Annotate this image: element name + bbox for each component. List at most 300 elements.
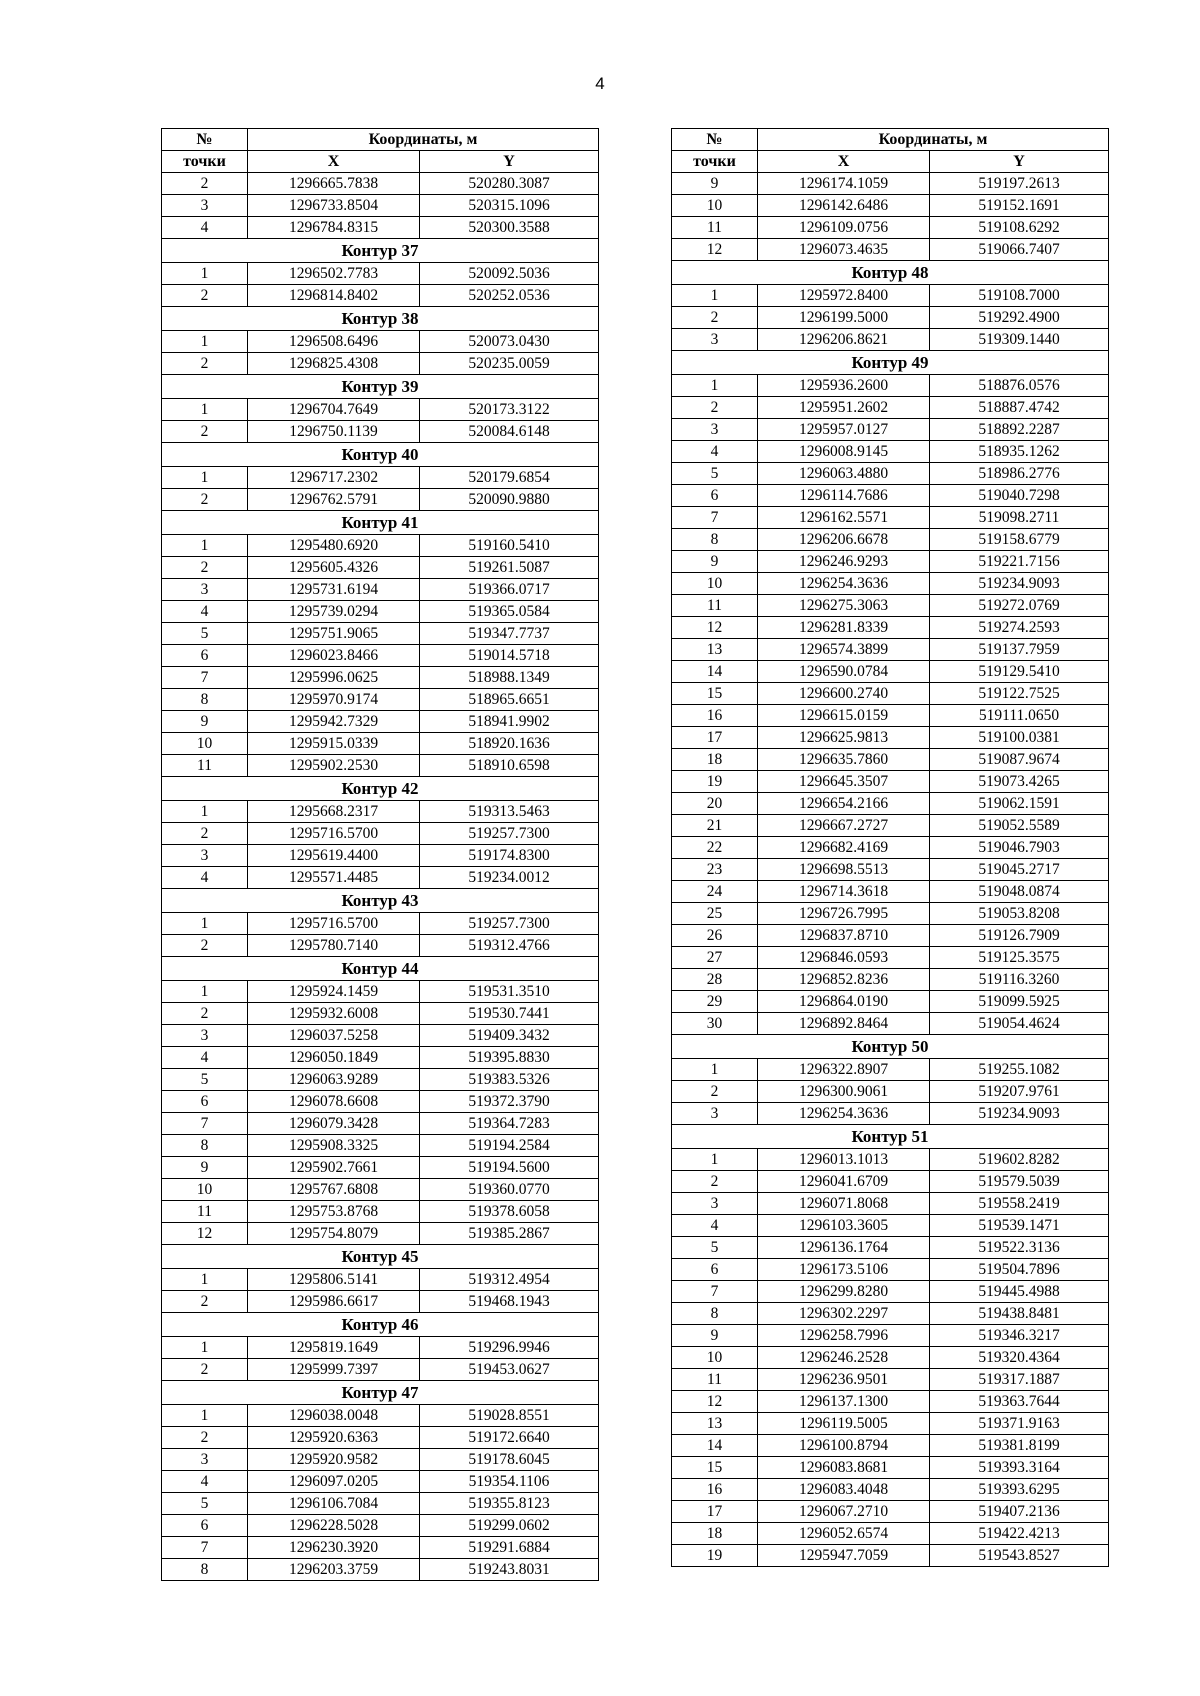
- x-coordinate-cell: 1296174.1059: [758, 173, 930, 195]
- point-number-cell: 5: [162, 623, 248, 645]
- table-row: [162, 557, 599, 579]
- table-row: [672, 1413, 1109, 1435]
- table-row: [672, 947, 1109, 969]
- point-word-header: точки: [162, 151, 248, 173]
- y-coordinate-cell: 520090.9880: [420, 489, 599, 511]
- table-row: [672, 329, 1109, 351]
- table-row: [162, 1427, 599, 1449]
- x-coordinate-cell: 1295619.4400: [248, 845, 420, 867]
- point-number-cell: 3: [162, 579, 248, 601]
- y-coordinate-cell: 519234.0012: [420, 867, 599, 889]
- contour-row: [672, 261, 1109, 285]
- x-coordinate-cell: 1295819.1649: [248, 1337, 420, 1359]
- x-coordinate-cell: 1295731.6194: [248, 579, 420, 601]
- y-coordinate-cell: 519048.0874: [930, 881, 1109, 903]
- point-number-cell: 2: [162, 935, 248, 957]
- y-coordinate-cell: 519100.0381: [930, 727, 1109, 749]
- contour-row: [162, 1245, 599, 1269]
- contour-row: [162, 1381, 599, 1405]
- table-row: [672, 859, 1109, 881]
- point-number-cell: 3: [162, 195, 248, 217]
- table-row: [162, 845, 599, 867]
- y-coordinate-cell: 519099.5925: [930, 991, 1109, 1013]
- coordinates-table-left: [161, 128, 599, 1581]
- point-number-cell: 11: [162, 755, 248, 777]
- point-number-cell: 1: [162, 981, 248, 1003]
- table-row: [672, 969, 1109, 991]
- point-number-cell: 6: [672, 485, 758, 507]
- point-number-cell: 27: [672, 947, 758, 969]
- table-row: [162, 935, 599, 957]
- table-row: [162, 755, 599, 777]
- point-number-cell: 1: [672, 1059, 758, 1081]
- point-number-cell: 29: [672, 991, 758, 1013]
- point-number-cell: 1: [162, 399, 248, 421]
- x-coordinate-cell: 1296050.1849: [248, 1047, 420, 1069]
- table-row: [162, 601, 599, 623]
- table-row: [672, 1193, 1109, 1215]
- table-row: [672, 991, 1109, 1013]
- point-number-cell: 4: [162, 867, 248, 889]
- y-coordinate-cell: 519073.4265: [930, 771, 1109, 793]
- point-number-cell: 30: [672, 1013, 758, 1035]
- x-coordinate-cell: 1296302.2297: [758, 1303, 930, 1325]
- x-coordinate-cell: 1296574.3899: [758, 639, 930, 661]
- table-row: [162, 579, 599, 601]
- x-coordinate-cell: 1295970.9174: [248, 689, 420, 711]
- x-coordinate-cell: 1296206.6678: [758, 529, 930, 551]
- x-coordinate-cell: 1296667.2727: [758, 815, 930, 837]
- y-coordinate-cell: 519371.9163: [930, 1413, 1109, 1435]
- y-coordinate-cell: 519299.0602: [420, 1515, 599, 1537]
- table-row: [162, 981, 599, 1003]
- table-row: [672, 617, 1109, 639]
- table-row: [672, 217, 1109, 239]
- table-row: [162, 467, 599, 489]
- point-number-cell: 10: [672, 195, 758, 217]
- y-coordinate-cell: 518892.2287: [930, 419, 1109, 441]
- contour-row: [162, 889, 599, 913]
- x-coordinate-cell: 1295986.6617: [248, 1291, 420, 1313]
- x-coordinate-cell: 1296281.8339: [758, 617, 930, 639]
- contour-title: Контур 44: [162, 957, 599, 981]
- point-number-header: №: [162, 129, 248, 151]
- table-row: [672, 195, 1109, 217]
- point-number-cell: 2: [162, 1359, 248, 1381]
- table-row: [672, 1325, 1109, 1347]
- point-number-cell: 3: [672, 1103, 758, 1125]
- contour-title: Контур 38: [162, 307, 599, 331]
- y-coordinate-cell: 519178.6045: [420, 1449, 599, 1471]
- point-word-header: точки: [672, 151, 758, 173]
- point-number-cell: 1: [672, 1149, 758, 1171]
- y-coordinate-cell: 519296.9946: [420, 1337, 599, 1359]
- point-number-cell: 8: [162, 1135, 248, 1157]
- point-number-cell: 20: [672, 793, 758, 815]
- y-coordinate-cell: 520173.3122: [420, 399, 599, 421]
- contour-row: [162, 957, 599, 981]
- point-number-header: №: [672, 129, 758, 151]
- x-coordinate-cell: 1296071.8068: [758, 1193, 930, 1215]
- x-coordinate-cell: 1296013.1013: [758, 1149, 930, 1171]
- point-number-cell: 1: [162, 263, 248, 285]
- table-row: [162, 173, 599, 195]
- point-number-cell: 2: [672, 397, 758, 419]
- y-coordinate-cell: 519274.2593: [930, 617, 1109, 639]
- table-row: [162, 1559, 599, 1581]
- x-coordinate-cell: 1296814.8402: [248, 285, 420, 307]
- x-column-header: X: [758, 151, 930, 173]
- y-coordinate-cell: 519040.7298: [930, 485, 1109, 507]
- table-row: [162, 913, 599, 935]
- x-coordinate-cell: 1296258.7996: [758, 1325, 930, 1347]
- point-number-cell: 18: [672, 749, 758, 771]
- y-coordinate-cell: 519468.1943: [420, 1291, 599, 1313]
- table-row: [672, 683, 1109, 705]
- table-row: [162, 263, 599, 285]
- y-coordinate-cell: 519234.9093: [930, 1103, 1109, 1125]
- contour-row: [162, 443, 599, 467]
- x-coordinate-cell: 1296078.6608: [248, 1091, 420, 1113]
- x-coordinate-cell: 1295806.5141: [248, 1269, 420, 1291]
- table-row: [162, 1179, 599, 1201]
- table-row: [162, 1471, 599, 1493]
- point-number-cell: 2: [162, 173, 248, 195]
- x-coordinate-cell: 1296698.5513: [758, 859, 930, 881]
- x-coordinate-cell: 1296784.8315: [248, 217, 420, 239]
- table-row: [162, 1515, 599, 1537]
- y-coordinate-cell: 519539.1471: [930, 1215, 1109, 1237]
- table-row: [162, 867, 599, 889]
- table-row: [162, 623, 599, 645]
- table-row: [672, 1479, 1109, 1501]
- y-coordinate-cell: 520315.1096: [420, 195, 599, 217]
- table-row: [672, 881, 1109, 903]
- x-coordinate-cell: 1296275.3063: [758, 595, 930, 617]
- point-number-cell: 1: [162, 1405, 248, 1427]
- table-row: [672, 573, 1109, 595]
- table-row: [162, 535, 599, 557]
- contour-title: Контур 45: [162, 1245, 599, 1269]
- x-coordinate-cell: 1296103.3605: [758, 1215, 930, 1237]
- y-coordinate-cell: 519255.1082: [930, 1059, 1109, 1081]
- point-number-cell: 12: [162, 1223, 248, 1245]
- point-number-cell: 6: [162, 1515, 248, 1537]
- point-number-cell: 18: [672, 1523, 758, 1545]
- point-number-cell: 2: [162, 1003, 248, 1025]
- x-coordinate-cell: 1296508.6496: [248, 331, 420, 353]
- y-coordinate-cell: 519363.7644: [930, 1391, 1109, 1413]
- contour-title: Контур 47: [162, 1381, 599, 1405]
- point-number-cell: 1: [162, 1269, 248, 1291]
- y-coordinate-cell: 519602.8282: [930, 1149, 1109, 1171]
- y-coordinate-cell: 519098.2711: [930, 507, 1109, 529]
- point-number-cell: 8: [162, 689, 248, 711]
- y-coordinate-cell: 519126.7909: [930, 925, 1109, 947]
- x-coordinate-cell: 1295716.5700: [248, 913, 420, 935]
- x-coordinate-cell: 1295754.8079: [248, 1223, 420, 1245]
- point-number-cell: 10: [672, 573, 758, 595]
- x-coordinate-cell: 1296590.0784: [758, 661, 930, 683]
- point-number-cell: 2: [672, 1171, 758, 1193]
- table-row: [162, 1091, 599, 1113]
- x-coordinate-cell: 1296726.7995: [758, 903, 930, 925]
- table-row: [672, 639, 1109, 661]
- table-row: [672, 749, 1109, 771]
- y-coordinate-cell: 519558.2419: [930, 1193, 1109, 1215]
- point-number-cell: 12: [672, 1391, 758, 1413]
- point-number-cell: 7: [162, 667, 248, 689]
- point-number-cell: 2: [672, 1081, 758, 1103]
- point-number-cell: 1: [162, 331, 248, 353]
- y-coordinate-cell: 518986.2776: [930, 463, 1109, 485]
- point-number-cell: 8: [672, 529, 758, 551]
- point-number-cell: 9: [672, 1325, 758, 1347]
- y-coordinate-cell: 518887.4742: [930, 397, 1109, 419]
- x-coordinate-cell: 1295932.6008: [248, 1003, 420, 1025]
- table-row: [672, 441, 1109, 463]
- point-number-cell: 21: [672, 815, 758, 837]
- table-row: [672, 1435, 1109, 1457]
- point-number-cell: 22: [672, 837, 758, 859]
- point-number-cell: 2: [162, 557, 248, 579]
- table-row: [672, 1523, 1109, 1545]
- x-coordinate-cell: 1296228.5028: [248, 1515, 420, 1537]
- point-number-cell: 11: [672, 1369, 758, 1391]
- y-coordinate-cell: 519045.2717: [930, 859, 1109, 881]
- x-coordinate-cell: 1295753.8768: [248, 1201, 420, 1223]
- x-coordinate-cell: 1296246.9293: [758, 551, 930, 573]
- x-coordinate-cell: 1296654.2166: [758, 793, 930, 815]
- x-coordinate-cell: 1296665.7838: [248, 173, 420, 195]
- y-coordinate-cell: 518920.1636: [420, 733, 599, 755]
- y-coordinate-cell: 519504.7896: [930, 1259, 1109, 1281]
- point-number-cell: 3: [672, 1193, 758, 1215]
- table-row: [672, 397, 1109, 419]
- x-coordinate-cell: 1296299.8280: [758, 1281, 930, 1303]
- y-coordinate-cell: 519052.5589: [930, 815, 1109, 837]
- table-row: [672, 285, 1109, 307]
- y-coordinate-cell: 519054.4624: [930, 1013, 1109, 1035]
- point-number-cell: 10: [162, 1179, 248, 1201]
- table-row: [162, 399, 599, 421]
- y-coordinate-cell: 520235.0059: [420, 353, 599, 375]
- y-coordinate-cell: 519172.6640: [420, 1427, 599, 1449]
- table-row: [162, 489, 599, 511]
- contour-title: Контур 49: [672, 351, 1109, 375]
- table-row: [672, 727, 1109, 749]
- point-number-cell: 28: [672, 969, 758, 991]
- y-coordinate-cell: 519395.8830: [420, 1047, 599, 1069]
- y-coordinate-cell: 519158.6779: [930, 529, 1109, 551]
- table-row: [162, 1157, 599, 1179]
- table-row: [162, 1493, 599, 1515]
- x-coordinate-cell: 1296079.3428: [248, 1113, 420, 1135]
- x-coordinate-cell: 1296067.2710: [758, 1501, 930, 1523]
- x-coordinate-cell: 1295920.9582: [248, 1449, 420, 1471]
- x-coordinate-cell: 1296097.0205: [248, 1471, 420, 1493]
- x-coordinate-cell: 1296041.6709: [758, 1171, 930, 1193]
- y-coordinate-cell: 519261.5087: [420, 557, 599, 579]
- y-coordinate-cell: 519313.5463: [420, 801, 599, 823]
- table-row: [162, 217, 599, 239]
- point-number-cell: 14: [672, 661, 758, 683]
- point-number-cell: 3: [672, 419, 758, 441]
- point-number-cell: 16: [672, 705, 758, 727]
- y-coordinate-cell: 519365.0584: [420, 601, 599, 623]
- table-row: [672, 1303, 1109, 1325]
- contour-row: [672, 1125, 1109, 1149]
- table-row: [162, 1405, 599, 1427]
- x-coordinate-cell: 1296846.0593: [758, 947, 930, 969]
- x-coordinate-cell: 1296203.3759: [248, 1559, 420, 1581]
- contour-row: [162, 777, 599, 801]
- y-coordinate-cell: 519014.5718: [420, 645, 599, 667]
- point-number-cell: 23: [672, 859, 758, 881]
- x-coordinate-cell: 1296037.5258: [248, 1025, 420, 1047]
- table-row: [672, 485, 1109, 507]
- x-coordinate-cell: 1295480.6920: [248, 535, 420, 557]
- table-row: [162, 823, 599, 845]
- y-coordinate-cell: 519366.0717: [420, 579, 599, 601]
- x-coordinate-cell: 1296083.8681: [758, 1457, 930, 1479]
- table-row: [672, 793, 1109, 815]
- x-coordinate-cell: 1296615.0159: [758, 705, 930, 727]
- x-coordinate-cell: 1296137.1300: [758, 1391, 930, 1413]
- x-coordinate-cell: 1296073.4635: [758, 239, 930, 261]
- table-row: [162, 645, 599, 667]
- point-number-cell: 2: [672, 307, 758, 329]
- point-number-cell: 12: [672, 239, 758, 261]
- table-row: [162, 195, 599, 217]
- table-row: [162, 711, 599, 733]
- table-row: [672, 1457, 1109, 1479]
- y-coordinate-cell: 519291.6884: [420, 1537, 599, 1559]
- y-coordinate-cell: 520092.5036: [420, 263, 599, 285]
- y-coordinate-cell: 519062.1591: [930, 793, 1109, 815]
- table-row: [162, 1291, 599, 1313]
- point-number-cell: 2: [162, 353, 248, 375]
- x-coordinate-cell: 1295767.6808: [248, 1179, 420, 1201]
- contour-row: [672, 351, 1109, 375]
- x-coordinate-cell: 1296645.3507: [758, 771, 930, 793]
- x-coordinate-cell: 1296625.9813: [758, 727, 930, 749]
- point-number-cell: 1: [162, 1337, 248, 1359]
- y-coordinate-cell: 518965.6651: [420, 689, 599, 711]
- x-coordinate-cell: 1295924.1459: [248, 981, 420, 1003]
- y-coordinate-cell: 519346.3217: [930, 1325, 1109, 1347]
- x-coordinate-cell: 1296837.8710: [758, 925, 930, 947]
- contour-row: [162, 1313, 599, 1337]
- y-coordinate-cell: 519407.2136: [930, 1501, 1109, 1523]
- y-coordinate-cell: 519360.0770: [420, 1179, 599, 1201]
- y-coordinate-cell: 519257.7300: [420, 823, 599, 845]
- x-coordinate-cell: 1295668.2317: [248, 801, 420, 823]
- x-coordinate-cell: 1296162.5571: [758, 507, 930, 529]
- y-column-header: Y: [420, 151, 599, 173]
- x-coordinate-cell: 1295915.0339: [248, 733, 420, 755]
- point-number-cell: 1: [162, 913, 248, 935]
- y-coordinate-cell: 519197.2613: [930, 173, 1109, 195]
- x-coordinate-cell: 1296852.8236: [758, 969, 930, 991]
- table-row: [162, 1201, 599, 1223]
- contour-title: Контур 50: [672, 1035, 1109, 1059]
- x-coordinate-cell: 1296063.4880: [758, 463, 930, 485]
- table-row: [162, 353, 599, 375]
- table-row: [672, 529, 1109, 551]
- table-row: [672, 1059, 1109, 1081]
- contour-row: [672, 1035, 1109, 1059]
- y-coordinate-cell: 519194.2584: [420, 1135, 599, 1157]
- point-number-cell: 10: [162, 733, 248, 755]
- contour-row: [162, 307, 599, 331]
- table-row: [672, 1103, 1109, 1125]
- point-number-cell: 13: [672, 1413, 758, 1435]
- y-coordinate-cell: 519116.3260: [930, 969, 1109, 991]
- y-coordinate-cell: 519066.7407: [930, 239, 1109, 261]
- table-row: [672, 507, 1109, 529]
- table-row: [672, 1237, 1109, 1259]
- y-coordinate-cell: 519579.5039: [930, 1171, 1109, 1193]
- x-coordinate-cell: 1296063.9289: [248, 1069, 420, 1091]
- table-row: [672, 1347, 1109, 1369]
- point-number-cell: 17: [672, 1501, 758, 1523]
- x-column-header: X: [248, 151, 420, 173]
- point-number-cell: 1: [162, 801, 248, 823]
- point-number-cell: 26: [672, 925, 758, 947]
- y-coordinate-cell: 519292.4900: [930, 307, 1109, 329]
- point-number-cell: 5: [162, 1069, 248, 1091]
- x-coordinate-cell: 1296733.8504: [248, 195, 420, 217]
- table-row: [162, 1537, 599, 1559]
- y-coordinate-cell: 519137.7959: [930, 639, 1109, 661]
- x-coordinate-cell: 1296109.0756: [758, 217, 930, 239]
- table-row: [162, 331, 599, 353]
- point-number-cell: 13: [672, 639, 758, 661]
- x-coordinate-cell: 1296199.5000: [758, 307, 930, 329]
- point-number-cell: 3: [162, 845, 248, 867]
- x-coordinate-cell: 1295996.0625: [248, 667, 420, 689]
- point-number-cell: 25: [672, 903, 758, 925]
- y-coordinate-cell: 518935.1262: [930, 441, 1109, 463]
- table-row: [672, 815, 1109, 837]
- y-coordinate-cell: 519381.8199: [930, 1435, 1109, 1457]
- table-row: [672, 551, 1109, 573]
- y-coordinate-cell: 519194.5600: [420, 1157, 599, 1179]
- y-coordinate-cell: 519372.3790: [420, 1091, 599, 1113]
- y-coordinate-cell: 518988.1349: [420, 667, 599, 689]
- x-coordinate-cell: 1295936.2600: [758, 375, 930, 397]
- x-coordinate-cell: 1295957.0127: [758, 419, 930, 441]
- contour-title: Контур 43: [162, 889, 599, 913]
- y-coordinate-cell: 519355.8123: [420, 1493, 599, 1515]
- y-coordinate-cell: 519312.4954: [420, 1269, 599, 1291]
- x-coordinate-cell: 1295951.2602: [758, 397, 930, 419]
- point-number-cell: 6: [162, 1091, 248, 1113]
- contour-row: [162, 239, 599, 263]
- y-coordinate-cell: 519243.8031: [420, 1559, 599, 1581]
- x-coordinate-cell: 1295947.7059: [758, 1545, 930, 1567]
- table-row: [672, 1259, 1109, 1281]
- x-coordinate-cell: 1296825.4308: [248, 353, 420, 375]
- x-coordinate-cell: 1295605.4326: [248, 557, 420, 579]
- table-row: [162, 1069, 599, 1091]
- x-coordinate-cell: 1296864.0190: [758, 991, 930, 1013]
- y-coordinate-cell: 519312.4766: [420, 935, 599, 957]
- point-number-cell: 2: [162, 1291, 248, 1313]
- point-number-cell: 9: [162, 711, 248, 733]
- table-row: [672, 419, 1109, 441]
